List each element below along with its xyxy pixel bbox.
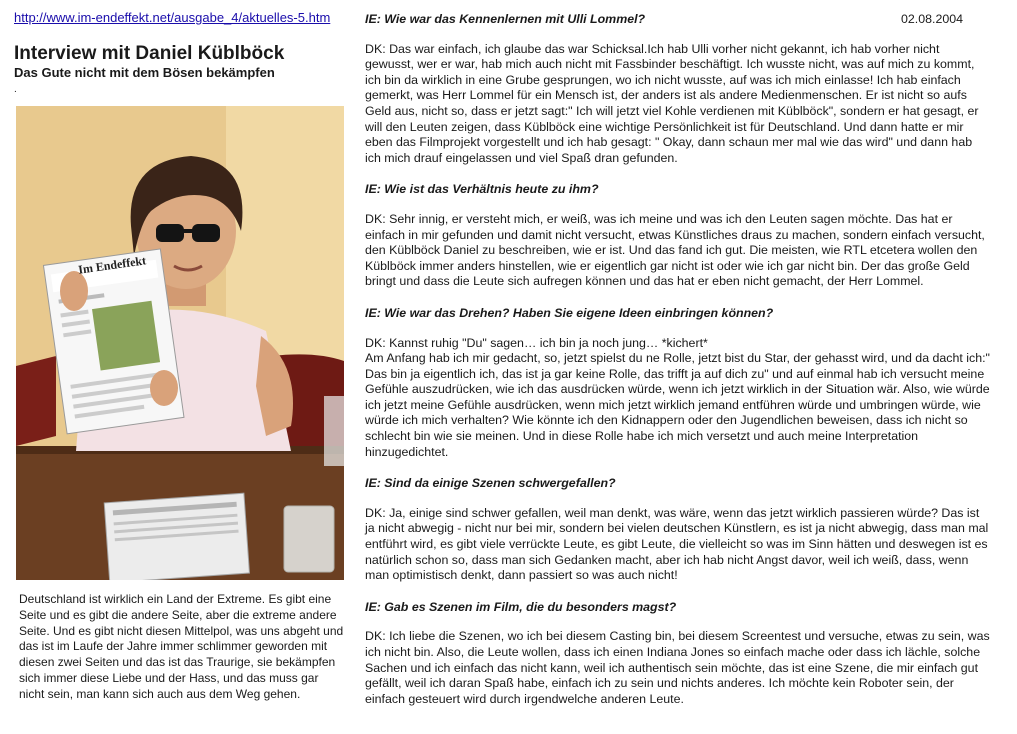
page-title: Interview mit Daniel Küblböck <box>14 43 285 64</box>
page-subtitle: Das Gute nicht mit dem Bösen bekämpfen <box>14 65 275 80</box>
left-column <box>14 10 346 701</box>
answer-paragraph: DK: Ich liebe die Szenen, wo ich bei diesem Casting bin, bei diesem Screentest und versuche, etwas zu sein, was ich nicht bin. Also, die Leute wollen, dass ich einen Indiana Jones so einfach mache oder dass ich lächle, solche Sachen und ich einfach das nicht kann, weil ich authentisch sein möchte, das ist eine Szene, die mir einfach gut gefällt, weil ich daran Spaß habe, einfach ich zu sein und nichts anderes. Ich möchte kein Roboter sein, der einfach gesteuert wird durch irgendwelche anderen Leute. <box>365 629 990 706</box>
photo-caption: Deutschland ist wirklich ein Land der Extreme. Es gibt eine Seite und es gibt die andere Seite, aber die extreme andere Seite. Und es gibt nicht diesen Mittelpol, was uns abgeht und das ist im Laufe der Jahre immer schlimmer geworden mit diesen zwei Seiten und das ist das Traurige, sie bekämpfen sich immer diese Liebe und der Hass, und das muss gar nicht sein, man kann sich auch aus dem Weg gehen. <box>19 592 344 701</box>
magazine-title: Im Endeffekt <box>77 253 147 277</box>
interview-question: IE: Wie ist das Verhältnis heute zu ihm? <box>365 182 599 197</box>
interview-question: IE: Wie war das Kennenlernen mit Ulli Lommel? <box>365 12 646 26</box>
interview-answer <box>365 42 990 167</box>
interview-body <box>365 12 990 723</box>
answer-paragraph: DK: Sehr innig, er versteht mich, er weiß, was ich meine und was ich den Leuten sagen möchte. Das hat er einfach in mir gefunden und damit nicht versucht, etwas Künstliches draus zu machen, sondern einfach versucht, den Küblböck Daniel zu beschreiben, wie er ist. Und das fand ich gut. Die meisten, wie RTL etcetera wollen den Küblböck immer anders hinstellen, wie er eigentlich gar nicht ist oder wie ich gar nicht bin. Der das große Geld bringt und dass die Leute sich aufregen können und das hat er eben nicht gemacht, der Herr Lommel. <box>365 211 985 289</box>
interview-photo <box>16 106 344 580</box>
interview-question: IE: Wie war das Drehen? Haben Sie eigene Ideen einbringen können? <box>365 305 774 320</box>
interview-question: IE: Sind da einige Szenen schwergefallen? <box>365 476 616 491</box>
interview-answer <box>365 506 990 584</box>
answer-paragraph: DK: Ja, einige sind schwer gefallen, weil man denkt, was wäre, wenn das jetzt wirklich passieren würde? Das ist ja nicht abwegig - nicht nur bei mir, sondern bei vielen deutschen Künstlern, es ist ja nicht abwegig, dass man mal entführt wird, es gibt viele verrückte Leute, es gibt Leute, die vielleicht so was im Sinn hätten und deswegen ist es natürlich schon so, dass man sich Gedanken macht, aber ich hab nicht Angst davor, weil ich weiß, dass, wenn man optimistisch denkt, dann passiert so was auch nicht! <box>365 505 989 583</box>
interview-answer <box>365 629 990 707</box>
answer-paragraph: DK: Kannst ruhig "Du" sagen… ich bin ja noch jung… *kichert* <box>365 335 708 350</box>
answer-paragraph: DK: Das war einfach, ich glaube das war Schicksal.Ich hab Ulli vorher nicht gekannt, ich hab vorher nicht gewusst, wer er war, hab mich auch nicht mit Fassbinder beschäftigt. Ich wusste nicht, was auf mich zu kommt, ich bin da wirklich in eine Grube gesprungen, wo ich nicht wusste, auf was ich mich einlasse! Ich hab einfach gemerkt, was Herr Lommel für ein Mensch ist, der anders ist als andere Medienmenschen. Er ist nicht so aufs Geld aus, nicht so, dass er jetzt sagt:" Ich will jetzt viel Kohle verdienen mit Küblböck", sondern er hat gesagt, er will den Leuten zeigen, dass Küblböck eine wichtige Persönlichkeit ist für Deutschland. Und dann hatte er mir eben das Filmprojekt vorgestellt und ich hab gesagt: " Okay, dann schaun mer mal wie das wird" und dann hab ich mich drauf eingelassen und viel Spaß dran gefunden. <box>365 41 979 165</box>
publish-date: 02.08.2004 <box>901 12 964 26</box>
interview-answer <box>365 212 990 290</box>
interview-question: IE: Gab es Szenen im Film, die du besonders magst? <box>365 599 677 614</box>
source-url-link[interactable]: http://www.im-endeffekt.net/ausgabe_4/aktuelles-5.htm <box>14 10 331 25</box>
interview-answer <box>365 336 990 461</box>
answer-paragraph: Am Anfang hab ich mir gedacht, so, jetzt spielst du ne Rolle, jetzt bist du Star, der gehasst wird, und da dacht ich:" Das bin ja eigentlich ich, das ist ja gar keine Rolle, das trifft ja auf dich zu" und auf einmal hab ich versucht meine Gefühle auszudrücken, wie ich das ausdrücken würde, wenn ich jetzt wirklich in der Situation wär. Also, wie würde ich jetzt meine Gefühle ausdrücken, wenn mich jetzt wirklich jemand entführen würde und umbringen würde, wie würde ich mich verhalten? Wie könnte ich den Kidnappern oder den Jugendlichen beweisen, dass ich nicht so schlecht bin wie sie meinen. Und in diese Rolle habe ich mich versetzt und auch meine Interpretation hinzugedichtet. <box>365 351 990 459</box>
separator-dot: . <box>14 84 17 95</box>
